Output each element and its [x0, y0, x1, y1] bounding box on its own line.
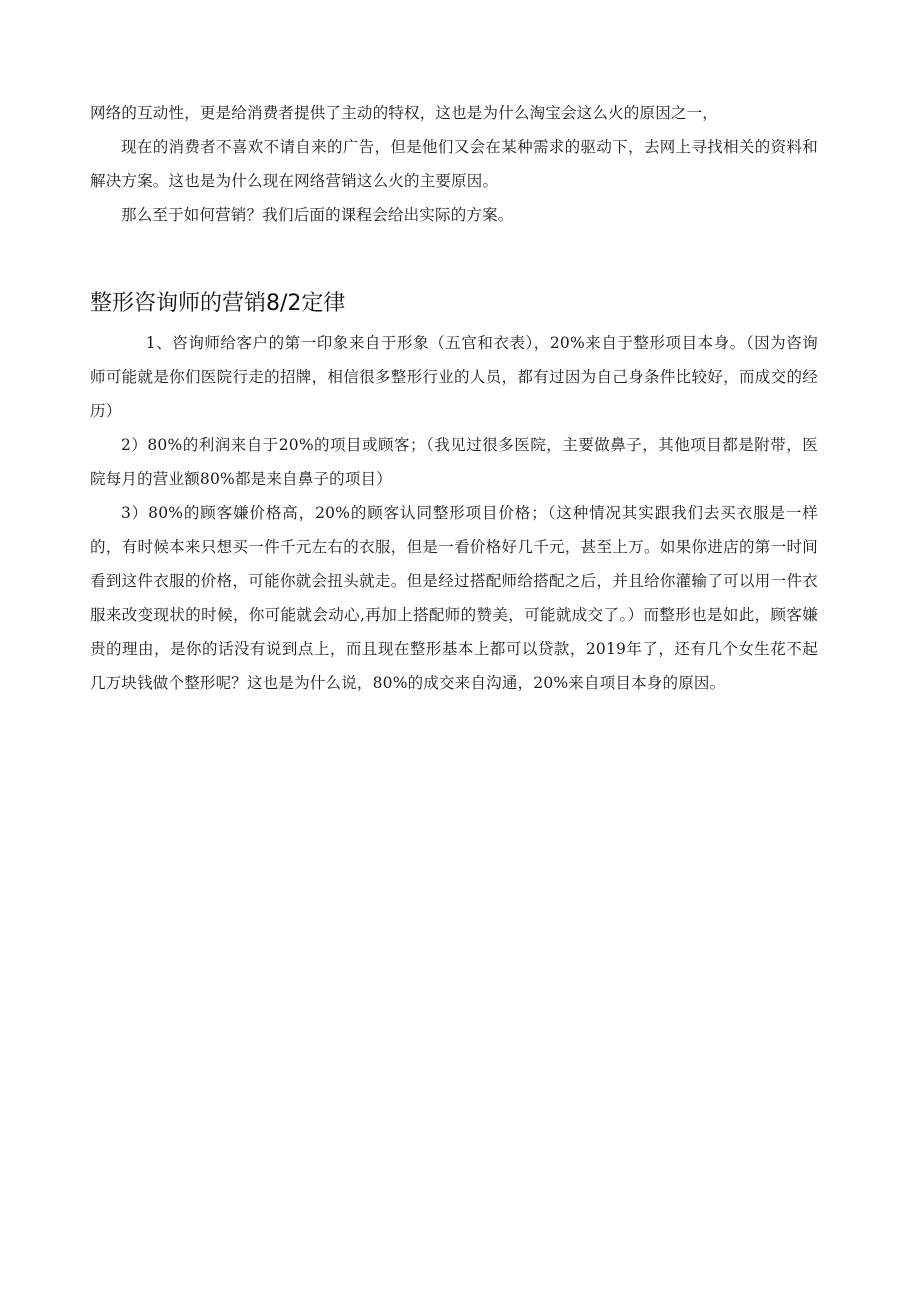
section-paragraph-3: 3）80%的顾客嫌价格高，20%的顾客认同整形项目价格；（这种情况其实跟我们去买衣服是一样的，有时候本来只想买一件千元左右的衣服，但是一看价格好几千元，甚至上万。如果你进店的第一时间看到这件衣服的价格，可能你就会扭头就走。但是经过搭配师给搭配之后，并且给你灌输了可以用一件衣服来改变现状的时候，你可能就会动心,再加上搭配师的赞美，可能就成交了。）而整形也是如此，顾客嫌贵的理由，是你的话没有说到点上，而且现在整形基本上都可以贷款，2019年了，还有几个女生花不起几万块钱做个整形呢？这也是为什么说，80%的成交来自沟通，20%来自项目本身的原因。: [90, 504, 818, 692]
section-paragraph-1: 1、咨询师给客户的第一印象来自于形象（五官和衣表），20%来自于整形项目本身。（因为咨询师可能就是你们医院行走的招牌，相信很多整形行业的人员，都有过因为自己身条件比较好，而成交的经历）: [90, 334, 818, 420]
section-paragraph-2: 2）80%的利润来自于20%的项目或顾客；（我见过很多医院，主要做鼻子，其他项目都是附带，医院每月的营业额80%都是来自鼻子的项目）: [90, 436, 818, 488]
section-heading: 整形咨询师的营销8/2定律: [90, 291, 346, 316]
intro-paragraph-2: 现在的消费者不喜欢不请自来的广告，但是他们又会在某种需求的驱动下，去网上寻找相关的资料和解决方案。这也是为什么现在网络营销这么火的主要原因。: [90, 138, 818, 190]
document-body: [90, 96, 818, 700]
intro-paragraph-1: 网络的互动性，更是给消费者提供了主动的特权，这也是为什么淘宝会这么火的原因之一，: [90, 104, 719, 122]
intro-paragraph-3: 那么至于如何营销？我们后面的课程会给出实际的方案。: [121, 206, 514, 224]
